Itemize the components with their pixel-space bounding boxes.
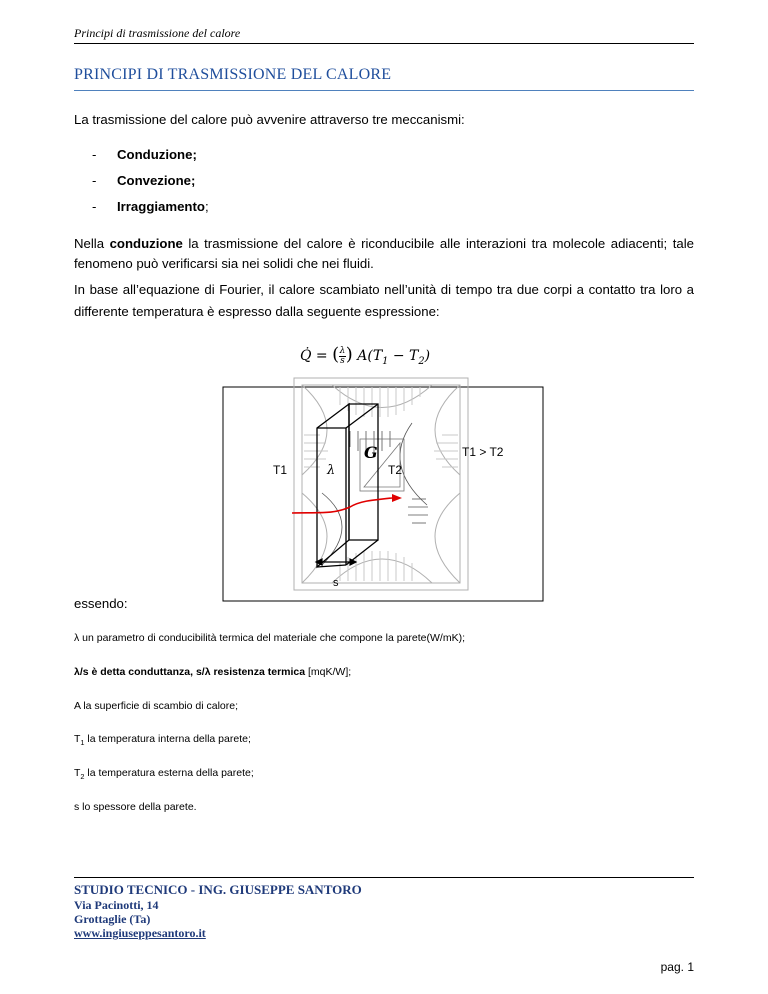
- paragraph-conduzione: Nella conduzione la trasmissione del calore è riconducibile alle interazioni tra molecole adiacenti; tale fenomeno può verificarsi sia nei solidi che nei fluidi.: [74, 236, 694, 271]
- footer-city: Grottaglie (Ta): [74, 912, 151, 926]
- page-number: pag. 1: [660, 960, 694, 974]
- definition-conduttanza: λ/s è detta conduttanza, s/λ resistenza termica [mqK/W];: [74, 666, 352, 678]
- definition-t1: $T_1$ la temperatura interna della parete;: [74, 733, 251, 748]
- label-s: s: [333, 577, 339, 589]
- definition-t2: $T_2$ la temperatura esterna della parete;: [74, 767, 254, 782]
- definition-lambda: λ un parametro di conducibilità termica del materiale che compone la parete(W/mK);: [74, 632, 466, 644]
- footer-rule: [74, 877, 694, 878]
- label-lambda: λ: [327, 463, 336, 478]
- bullet-conduzione: Conduzione;: [117, 147, 197, 162]
- definition-thickness: s lo spessore della parete.: [74, 801, 197, 813]
- footer-studio-name: STUDIO TECNICO - ING. GIUSEPPE SANTORO: [74, 882, 362, 897]
- label-t1-gt-t2: T1 > T2: [462, 445, 504, 459]
- wall-conduction-figure: [222, 375, 544, 603]
- footer-address: Via Pacinotti, 14: [74, 898, 159, 912]
- label-t2: T2: [388, 463, 403, 477]
- footer-website-link[interactable]: www.ingiuseppesantoro.it: [74, 926, 206, 940]
- intro-text: La trasmissione del calore può avvenire attraverso tre meccanismi:: [74, 112, 465, 127]
- figure-frame: [223, 387, 543, 601]
- bullet-dash: -: [92, 199, 97, 214]
- paragraph-fourier: In base all’equazione di Fourier, il calore scambiato nell’unità di tempo tra due corpi a contatto tra loro a differente temperatura è espresso dalla seguente espressione:: [74, 282, 694, 319]
- essendo-label: essendo:: [74, 596, 128, 611]
- definition-area: A la superficie di scambio di calore;: [74, 700, 238, 712]
- fourier-formula: Q̇ = $(\frac{\lambda}{s}) A(T_1 - T_2)$: [300, 344, 431, 367]
- running-header: Principi di trasmissione del calore: [74, 26, 241, 40]
- bullet-dash: -: [92, 147, 97, 162]
- header-rule: [74, 43, 694, 44]
- bullet-convezione: Convezione;: [117, 173, 196, 188]
- label-t1: T1: [273, 463, 288, 477]
- section-title-rule: [74, 90, 694, 91]
- bullet-irraggiamento: Irraggiamento;: [117, 199, 209, 214]
- bullet-dash: -: [92, 173, 97, 188]
- label-g: G: [364, 443, 378, 462]
- section-title: PRINCIPI DI TRASMISSIONE DEL CALORE: [74, 66, 392, 83]
